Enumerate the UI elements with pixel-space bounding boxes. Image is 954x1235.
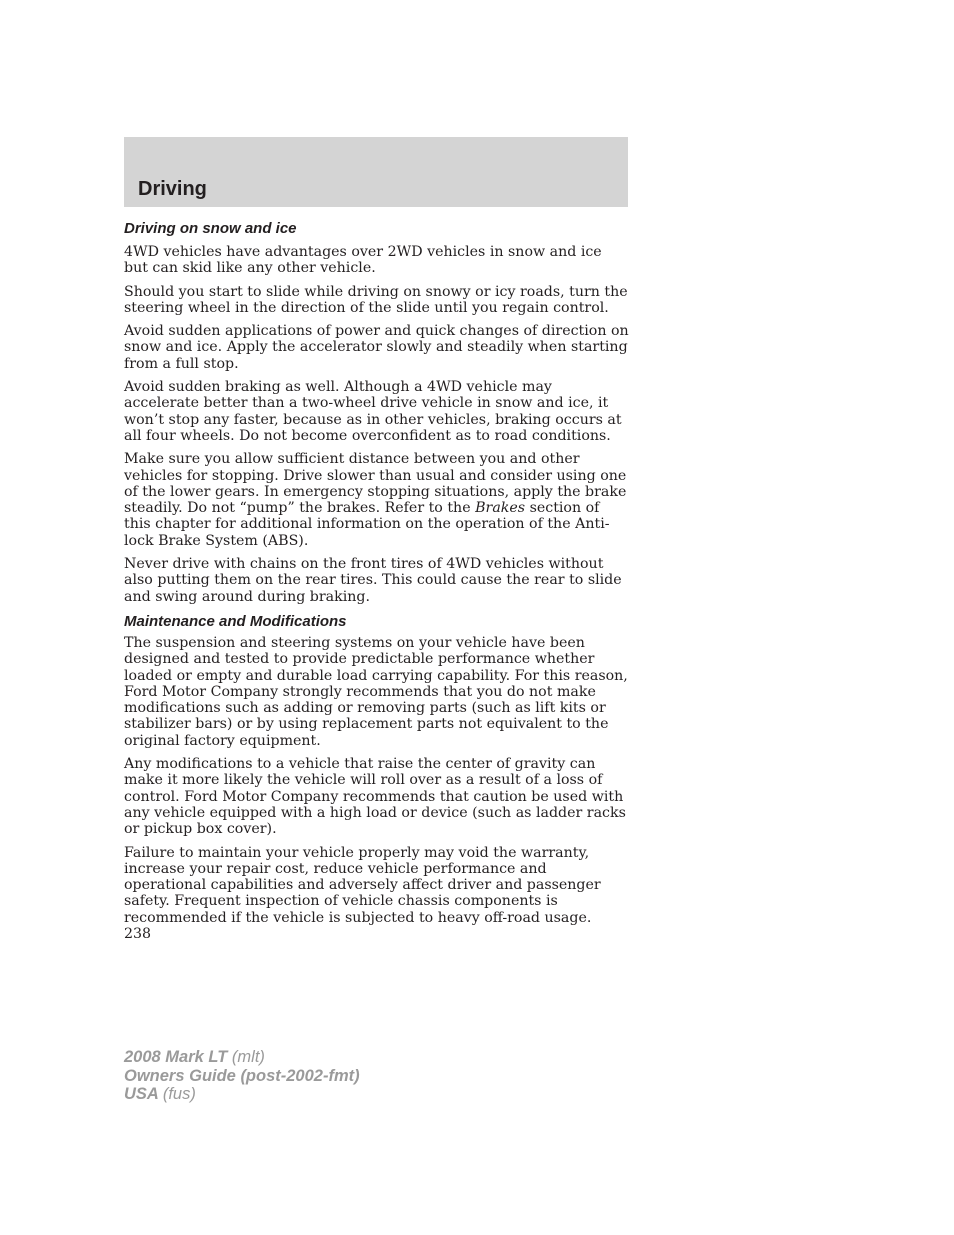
footer-market-code: (fus) xyxy=(162,1085,196,1103)
footer-guide: Owners Guide (post-2002-fmt) xyxy=(124,1066,360,1085)
paragraph: Failure to maintain your vehicle properly may void the warranty, increase your repair cost, reduce vehicle performance and operational capabilities and adversely affect driver and passenger safety. Frequent inspection of vehicle chassis components is recommended if the vehicle is subjected to heavy off-road usage. xyxy=(124,844,601,926)
footer-model-code: (mlt) xyxy=(231,1048,265,1066)
brakes-reference: Brakes xyxy=(475,500,526,517)
footer-model: 2008 Mark LT xyxy=(124,1048,228,1066)
paragraph: The suspension and steering systems on your vehicle have been designed and tested to provide predictable performance whether loaded or empty and durable load carrying capability. For this reason, Ford Motor Company strongly recommends that you do not make modifications such as adding or removing parts (such as lift kits or stabilizer bars) or by using replacement parts not equivalent to the original factory equipment. xyxy=(124,634,628,749)
paragraph: 4WD vehicles have advantages over 2WD vehicles in snow and ice but can skid like any other vehicle. xyxy=(124,244,602,277)
paragraph: Should you start to slide while driving on snowy or icy roads, turn the steering wheel in the direction of the slide until you regain control. xyxy=(124,283,628,316)
footer-line-market xyxy=(124,1085,360,1104)
footer xyxy=(124,1048,360,1104)
page-title: Driving xyxy=(138,178,207,200)
section-heading-maintenance: Maintenance and Modifications xyxy=(124,612,347,630)
footer-line-model xyxy=(124,1048,360,1067)
paragraph: Avoid sudden applications of power and quick changes of direction on snow and ice. Apply the accelerator slowly and steadily when starting from a full stop. xyxy=(124,323,629,372)
page-number: 238 xyxy=(124,926,152,942)
footer-market: USA xyxy=(124,1085,159,1103)
paragraph-text: section of this chapter for additional information on the operation of the Anti-lock Brake System (ABS). xyxy=(124,500,610,549)
paragraph: Never drive with chains on the front tires of 4WD vehicles without also putting them on the rear tires. This could cause the rear to slide and swing around during braking. xyxy=(124,556,622,605)
paragraph xyxy=(124,451,630,549)
paragraph: Avoid sudden braking as well. Although a 4WD vehicle may accelerate better than a two-wheel drive vehicle in snow and ice, it won’t stop any faster, because as in other vehicles, braking occurs at all four wheels. Do not become overconfident as to road conditions. xyxy=(124,379,622,444)
section-heading-snow-ice: Driving on snow and ice xyxy=(124,220,297,237)
paragraph: Any modifications to a vehicle that raise the center of gravity can make it more likely the vehicle will roll over as a result of a loss of control. Ford Motor Company recommends that caution be used with any vehicle equipped with a high load or device (such as ladder racks or pickup box cover). xyxy=(124,756,626,838)
page-content xyxy=(124,220,630,933)
footer-line-guide xyxy=(124,1067,360,1086)
paragraph-text: Make sure you allow sufficient distance between you and other vehicles for stopping. Drive slower than usual and consider using one of the lower gears. In emergency stopping situations, apply the brake steadily. Do not “pump” the brakes. Refer to the xyxy=(124,451,627,517)
